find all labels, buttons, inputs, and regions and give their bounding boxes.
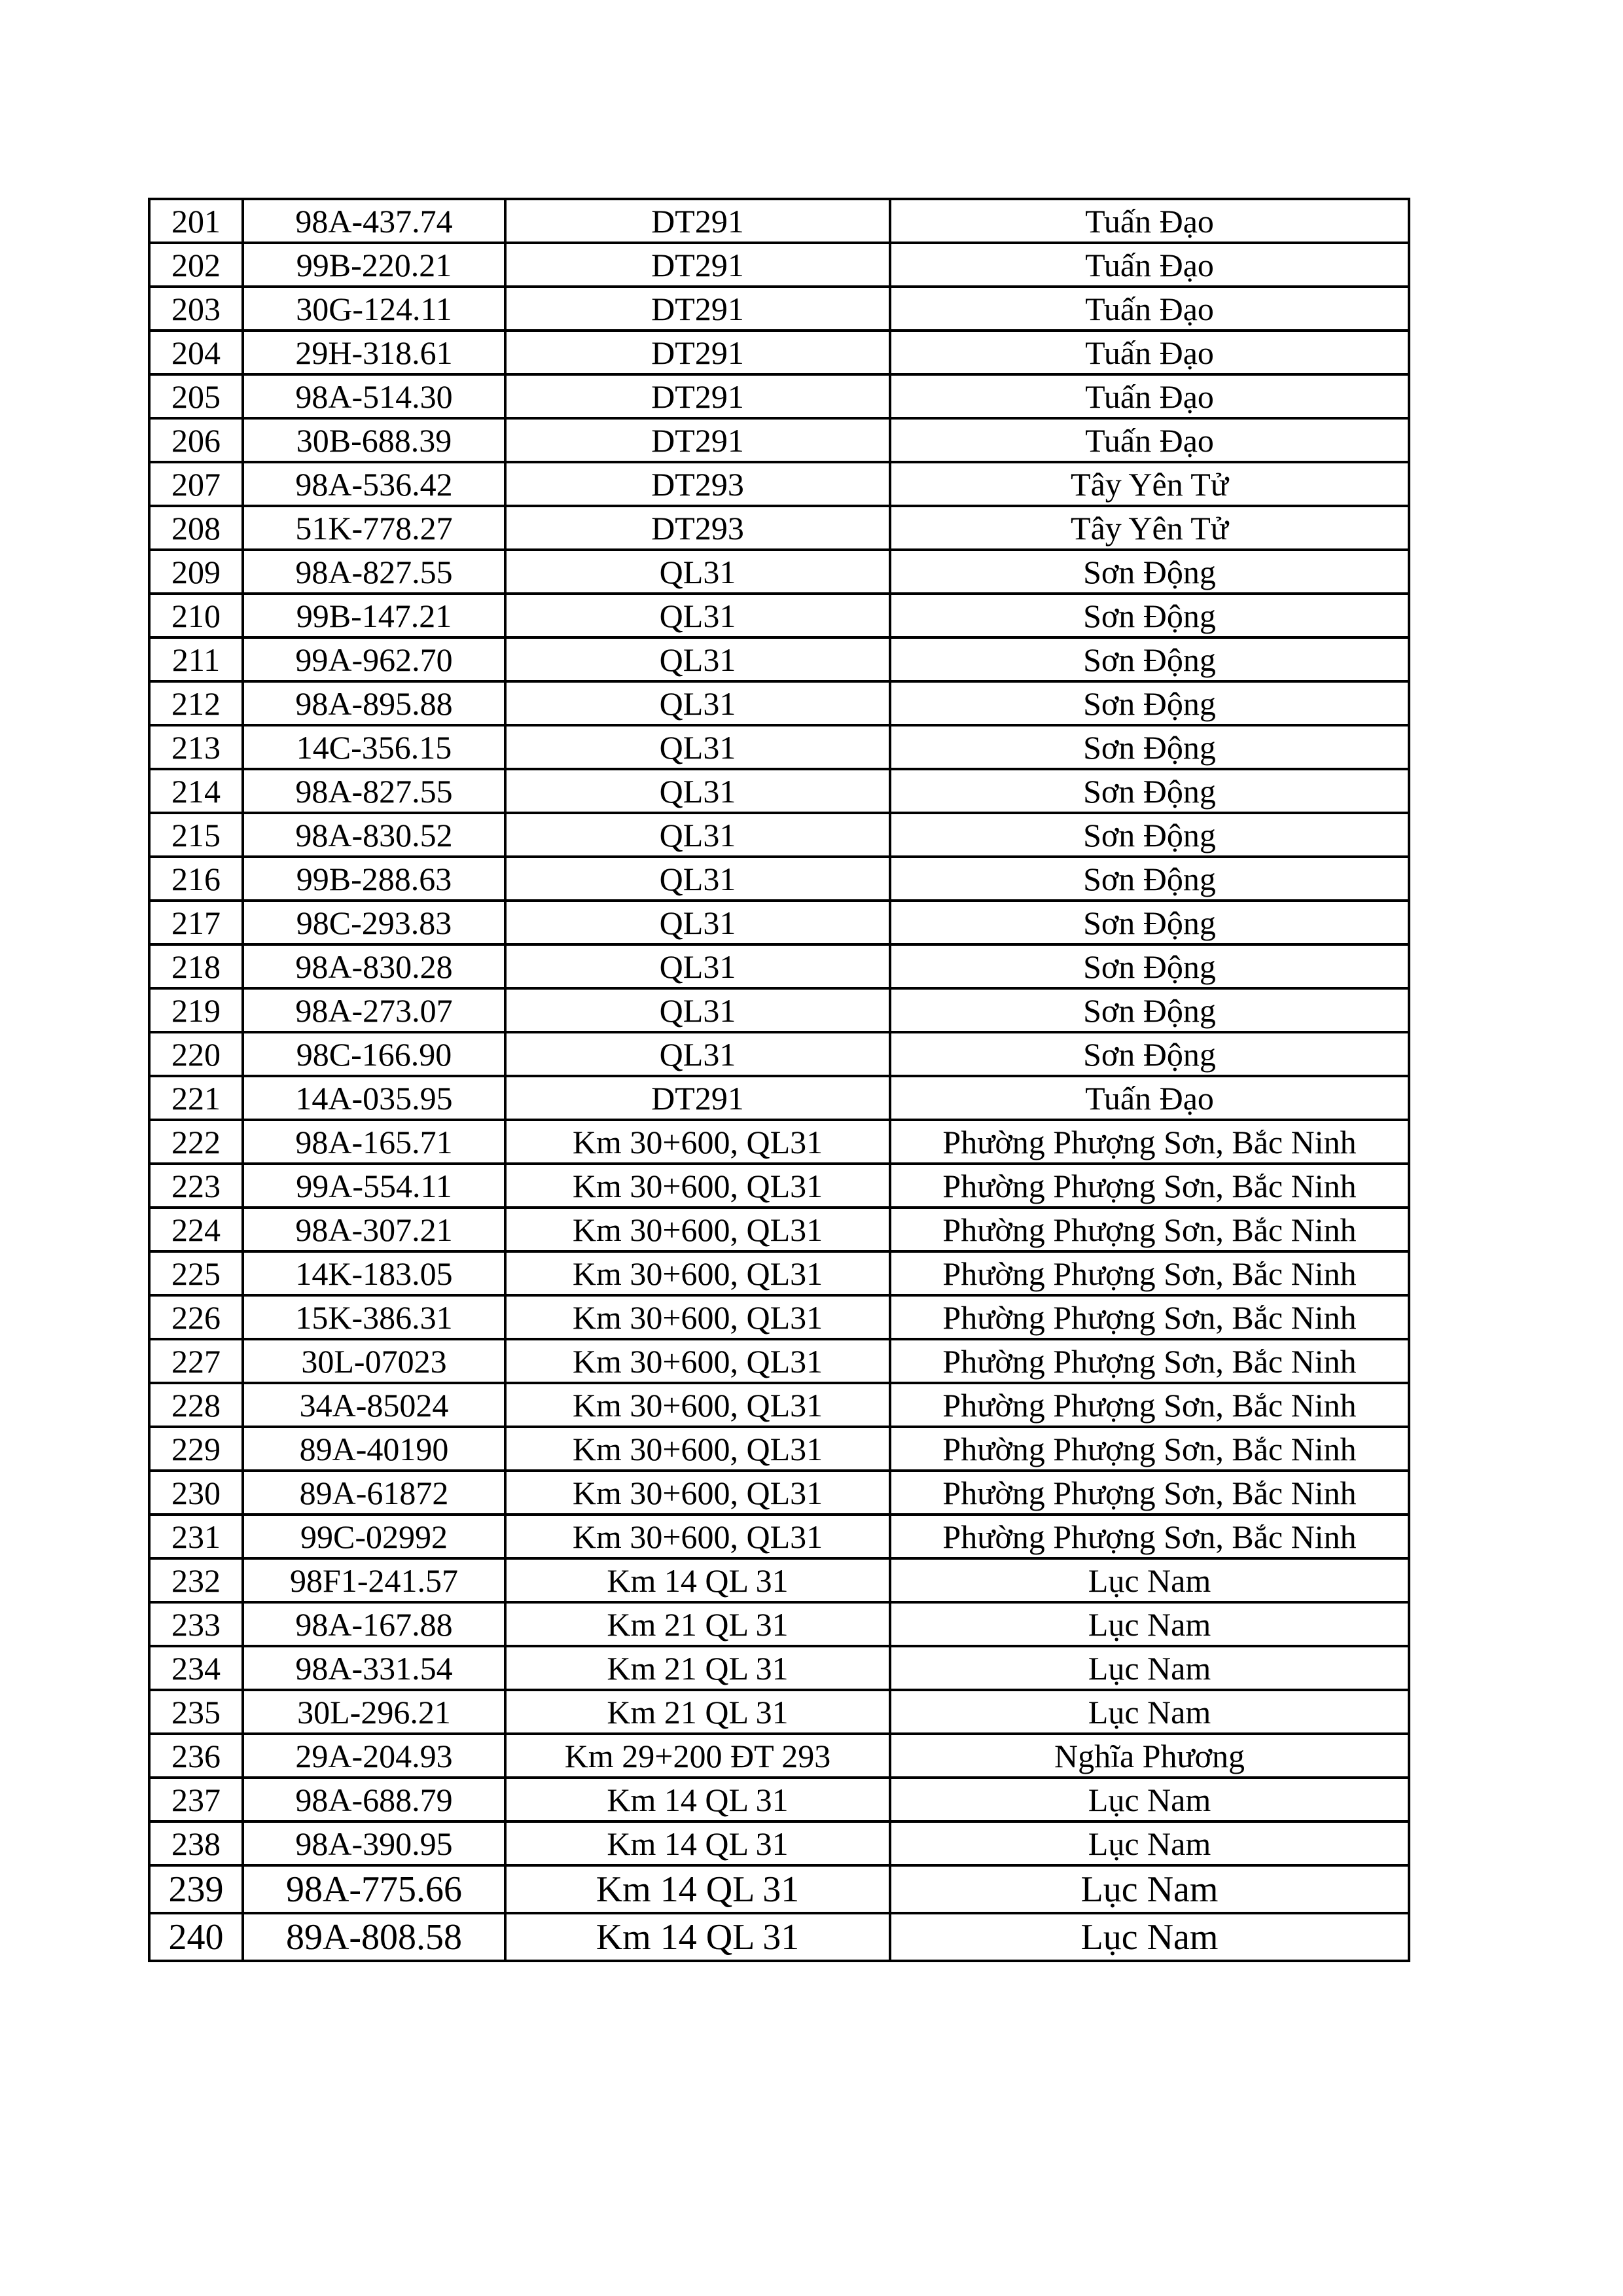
plate-number-cell: 29H-318.61 <box>243 331 505 374</box>
row-number-cell: 203 <box>149 287 243 331</box>
row-number-cell: 202 <box>149 243 243 287</box>
plate-number-cell: 89A-61872 <box>243 1471 505 1515</box>
vehicle-table-body <box>149 199 1409 1961</box>
road-location-cell: Km 30+600, QL31 <box>505 1208 890 1251</box>
road-location-cell: Km 14 QL 31 <box>505 1865 890 1913</box>
road-location-cell: Km 30+600, QL31 <box>505 1515 890 1558</box>
road-location-cell: Km 30+600, QL31 <box>505 1251 890 1295</box>
area-cell: Tuấn Đạo <box>890 199 1409 243</box>
row-number-cell: 226 <box>149 1295 243 1339</box>
table-row <box>149 1865 1409 1913</box>
plate-number-cell: 51K-778.27 <box>243 506 505 550</box>
area-cell: Sơn Động <box>890 1032 1409 1076</box>
row-number-cell: 230 <box>149 1471 243 1515</box>
road-location-cell: Km 14 QL 31 <box>505 1913 890 1961</box>
area-cell: Phường Phượng Sơn, Bắc Ninh <box>890 1339 1409 1383</box>
plate-number-cell: 99B-288.63 <box>243 857 505 901</box>
plate-number-cell: 98A-390.95 <box>243 1821 505 1865</box>
table-row <box>149 1558 1409 1602</box>
area-cell: Tuấn Đạo <box>890 1076 1409 1120</box>
plate-number-cell: 34A-85024 <box>243 1383 505 1427</box>
plate-number-cell: 30L-07023 <box>243 1339 505 1383</box>
table-row <box>149 1120 1409 1164</box>
table-row <box>149 1383 1409 1427</box>
table-row <box>149 1032 1409 1076</box>
plate-number-cell: 14K-183.05 <box>243 1251 505 1295</box>
road-location-cell: Km 30+600, QL31 <box>505 1339 890 1383</box>
road-location-cell: Km 14 QL 31 <box>505 1821 890 1865</box>
plate-number-cell: 98A-827.55 <box>243 550 505 594</box>
area-cell: Sơn Động <box>890 901 1409 944</box>
table-row <box>149 1690 1409 1734</box>
plate-number-cell: 89A-40190 <box>243 1427 505 1471</box>
road-location-cell: QL31 <box>505 725 890 769</box>
row-number-cell: 210 <box>149 594 243 637</box>
road-location-cell: DT293 <box>505 462 890 506</box>
area-cell: Sơn Động <box>890 944 1409 988</box>
row-number-cell: 221 <box>149 1076 243 1120</box>
row-number-cell: 216 <box>149 857 243 901</box>
row-number-cell: 219 <box>149 988 243 1032</box>
table-row <box>149 594 1409 637</box>
road-location-cell: Km 14 QL 31 <box>505 1558 890 1602</box>
plate-number-cell: 98A-830.52 <box>243 813 505 857</box>
road-location-cell: Km 14 QL 31 <box>505 1778 890 1821</box>
road-location-cell: Km 30+600, QL31 <box>505 1471 890 1515</box>
row-number-cell: 229 <box>149 1427 243 1471</box>
plate-number-cell: 99A-962.70 <box>243 637 505 681</box>
table-row <box>149 1251 1409 1295</box>
table-row <box>149 331 1409 374</box>
road-location-cell: DT291 <box>505 418 890 462</box>
table-row <box>149 944 1409 988</box>
plate-number-cell: 99A-554.11 <box>243 1164 505 1208</box>
plate-number-cell: 98A-775.66 <box>243 1865 505 1913</box>
table-row <box>149 462 1409 506</box>
plate-number-cell: 98A-331.54 <box>243 1646 505 1690</box>
table-row <box>149 1339 1409 1383</box>
area-cell: Lục Nam <box>890 1646 1409 1690</box>
plate-number-cell: 98A-827.55 <box>243 769 505 813</box>
road-location-cell: DT291 <box>505 331 890 374</box>
road-location-cell: QL31 <box>505 681 890 725</box>
road-location-cell: QL31 <box>505 944 890 988</box>
area-cell: Lục Nam <box>890 1558 1409 1602</box>
area-cell: Tuấn Đạo <box>890 331 1409 374</box>
table-row <box>149 550 1409 594</box>
area-cell: Phường Phượng Sơn, Bắc Ninh <box>890 1515 1409 1558</box>
row-number-cell: 217 <box>149 901 243 944</box>
row-number-cell: 201 <box>149 199 243 243</box>
plate-number-cell: 98C-293.83 <box>243 901 505 944</box>
plate-number-cell: 98A-536.42 <box>243 462 505 506</box>
table-row <box>149 199 1409 243</box>
road-location-cell: Km 30+600, QL31 <box>505 1164 890 1208</box>
row-number-cell: 240 <box>149 1913 243 1961</box>
table-row <box>149 506 1409 550</box>
table-row <box>149 1734 1409 1778</box>
area-cell: Sơn Động <box>890 857 1409 901</box>
plate-number-cell: 98A-895.88 <box>243 681 505 725</box>
row-number-cell: 206 <box>149 418 243 462</box>
row-number-cell: 204 <box>149 331 243 374</box>
area-cell: Lục Nam <box>890 1821 1409 1865</box>
table-row <box>149 1076 1409 1120</box>
row-number-cell: 208 <box>149 506 243 550</box>
table-row <box>149 1913 1409 1961</box>
row-number-cell: 212 <box>149 681 243 725</box>
table-row <box>149 1778 1409 1821</box>
plate-number-cell: 99B-220.21 <box>243 243 505 287</box>
plate-number-cell: 30L-296.21 <box>243 1690 505 1734</box>
area-cell: Sơn Động <box>890 813 1409 857</box>
table-row <box>149 418 1409 462</box>
plate-number-cell: 14A-035.95 <box>243 1076 505 1120</box>
table-row <box>149 374 1409 418</box>
row-number-cell: 214 <box>149 769 243 813</box>
plate-number-cell: 98A-437.74 <box>243 199 505 243</box>
plate-number-cell: 98A-688.79 <box>243 1778 505 1821</box>
row-number-cell: 236 <box>149 1734 243 1778</box>
plate-number-cell: 98F1-241.57 <box>243 1558 505 1602</box>
table-row <box>149 1646 1409 1690</box>
row-number-cell: 215 <box>149 813 243 857</box>
table-row <box>149 725 1409 769</box>
plate-number-cell: 29A-204.93 <box>243 1734 505 1778</box>
row-number-cell: 209 <box>149 550 243 594</box>
row-number-cell: 237 <box>149 1778 243 1821</box>
plate-number-cell: 89A-808.58 <box>243 1913 505 1961</box>
road-location-cell: QL31 <box>505 988 890 1032</box>
row-number-cell: 231 <box>149 1515 243 1558</box>
table-row <box>149 1295 1409 1339</box>
row-number-cell: 220 <box>149 1032 243 1076</box>
row-number-cell: 239 <box>149 1865 243 1913</box>
row-number-cell: 234 <box>149 1646 243 1690</box>
area-cell: Tuấn Đạo <box>890 243 1409 287</box>
row-number-cell: 223 <box>149 1164 243 1208</box>
row-number-cell: 228 <box>149 1383 243 1427</box>
plate-number-cell: 98C-166.90 <box>243 1032 505 1076</box>
row-number-cell: 235 <box>149 1690 243 1734</box>
plate-number-cell: 98A-307.21 <box>243 1208 505 1251</box>
area-cell: Sơn Động <box>890 725 1409 769</box>
road-location-cell: QL31 <box>505 901 890 944</box>
road-location-cell: QL31 <box>505 594 890 637</box>
plate-number-cell: 98A-167.88 <box>243 1602 505 1646</box>
plate-number-cell: 30G-124.11 <box>243 287 505 331</box>
road-location-cell: Km 21 QL 31 <box>505 1646 890 1690</box>
table-row <box>149 901 1409 944</box>
row-number-cell: 205 <box>149 374 243 418</box>
area-cell: Sơn Động <box>890 550 1409 594</box>
area-cell: Phường Phượng Sơn, Bắc Ninh <box>890 1164 1409 1208</box>
road-location-cell: DT291 <box>505 199 890 243</box>
area-cell: Lục Nam <box>890 1690 1409 1734</box>
road-location-cell: QL31 <box>505 769 890 813</box>
plate-number-cell: 15K-386.31 <box>243 1295 505 1339</box>
area-cell: Lục Nam <box>890 1865 1409 1913</box>
road-location-cell: Km 29+200 ĐT 293 <box>505 1734 890 1778</box>
area-cell: Tây Yên Tử <box>890 506 1409 550</box>
road-location-cell: DT291 <box>505 243 890 287</box>
table-row <box>149 1602 1409 1646</box>
row-number-cell: 227 <box>149 1339 243 1383</box>
plate-number-cell: 98A-830.28 <box>243 944 505 988</box>
area-cell: Phường Phượng Sơn, Bắc Ninh <box>890 1208 1409 1251</box>
road-location-cell: QL31 <box>505 550 890 594</box>
area-cell: Lục Nam <box>890 1778 1409 1821</box>
area-cell: Phường Phượng Sơn, Bắc Ninh <box>890 1383 1409 1427</box>
area-cell: Phường Phượng Sơn, Bắc Ninh <box>890 1427 1409 1471</box>
row-number-cell: 233 <box>149 1602 243 1646</box>
area-cell: Lục Nam <box>890 1602 1409 1646</box>
table-row <box>149 1515 1409 1558</box>
area-cell: Phường Phượng Sơn, Bắc Ninh <box>890 1120 1409 1164</box>
row-number-cell: 207 <box>149 462 243 506</box>
table-row <box>149 1471 1409 1515</box>
table-row <box>149 681 1409 725</box>
table-row <box>149 1164 1409 1208</box>
area-cell: Lục Nam <box>890 1913 1409 1961</box>
row-number-cell: 238 <box>149 1821 243 1865</box>
road-location-cell: Km 21 QL 31 <box>505 1602 890 1646</box>
row-number-cell: 218 <box>149 944 243 988</box>
table-row <box>149 857 1409 901</box>
row-number-cell: 232 <box>149 1558 243 1602</box>
plate-number-cell: 98A-165.71 <box>243 1120 505 1164</box>
row-number-cell: 222 <box>149 1120 243 1164</box>
plate-number-cell: 14C-356.15 <box>243 725 505 769</box>
plate-number-cell: 30B-688.39 <box>243 418 505 462</box>
row-number-cell: 225 <box>149 1251 243 1295</box>
area-cell: Sơn Động <box>890 769 1409 813</box>
area-cell: Sơn Động <box>890 594 1409 637</box>
row-number-cell: 213 <box>149 725 243 769</box>
table-row <box>149 813 1409 857</box>
plate-number-cell: 99B-147.21 <box>243 594 505 637</box>
table-row <box>149 1208 1409 1251</box>
plate-number-cell: 98A-514.30 <box>243 374 505 418</box>
table-row <box>149 1427 1409 1471</box>
table-row <box>149 287 1409 331</box>
table-row <box>149 769 1409 813</box>
area-cell: Sơn Động <box>890 637 1409 681</box>
road-location-cell: QL31 <box>505 1032 890 1076</box>
area-cell: Phường Phượng Sơn, Bắc Ninh <box>890 1295 1409 1339</box>
area-cell: Sơn Động <box>890 681 1409 725</box>
road-location-cell: Km 30+600, QL31 <box>505 1120 890 1164</box>
area-cell: Tuấn Đạo <box>890 418 1409 462</box>
plate-number-cell: 98A-273.07 <box>243 988 505 1032</box>
road-location-cell: Km 30+600, QL31 <box>505 1427 890 1471</box>
road-location-cell: Km 30+600, QL31 <box>505 1295 890 1339</box>
area-cell: Phường Phượng Sơn, Bắc Ninh <box>890 1251 1409 1295</box>
row-number-cell: 211 <box>149 637 243 681</box>
area-cell: Tuấn Đạo <box>890 287 1409 331</box>
road-location-cell: QL31 <box>505 813 890 857</box>
table-row <box>149 243 1409 287</box>
area-cell: Nghĩa Phương <box>890 1734 1409 1778</box>
row-number-cell: 224 <box>149 1208 243 1251</box>
vehicle-table <box>148 198 1410 1962</box>
table-row <box>149 1821 1409 1865</box>
table-row <box>149 988 1409 1032</box>
road-location-cell: QL31 <box>505 637 890 681</box>
road-location-cell: DT291 <box>505 1076 890 1120</box>
table-row <box>149 637 1409 681</box>
road-location-cell: QL31 <box>505 857 890 901</box>
road-location-cell: Km 21 QL 31 <box>505 1690 890 1734</box>
road-location-cell: DT291 <box>505 287 890 331</box>
area-cell: Sơn Động <box>890 988 1409 1032</box>
area-cell: Tây Yên Tử <box>890 462 1409 506</box>
area-cell: Tuấn Đạo <box>890 374 1409 418</box>
road-location-cell: DT291 <box>505 374 890 418</box>
road-location-cell: Km 30+600, QL31 <box>505 1383 890 1427</box>
area-cell: Phường Phượng Sơn, Bắc Ninh <box>890 1471 1409 1515</box>
road-location-cell: DT293 <box>505 506 890 550</box>
plate-number-cell: 99C-02992 <box>243 1515 505 1558</box>
